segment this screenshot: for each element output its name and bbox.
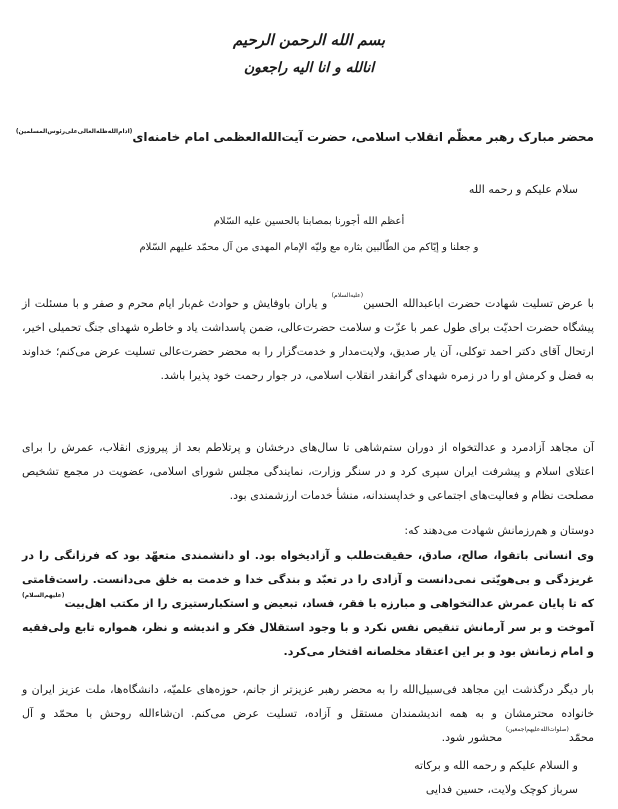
greeting: سلام علیکم و رحمه الله: [468, 183, 578, 196]
arabic-condolence-line-2: و جعلنا و إیّاکم من الطّالبین بثاره مع ولیّه الإمام المهدی من آل محمّد علیهم السّلام: [139, 242, 479, 253]
paragraph-condolence-rest: و یاران باوفایش و حوادث غم‌بار ایام محرم و صفر و با مسئلت از پیشگاه حضرت احدیّت برای طول عمر با عزّت و سلامت حضرت‌عالی، ضمن پاسداشت یاد و خاطره شهدای جنگ تحمیلی اخیر، ارتحال آقای دکتر احمد توکلی، آن یار صدیق، ولایت‌مدار و خدمت‌گزار را به محضر حضرت‌عالی تسلیت عرض می‌کنم؛ خداوند به فضل و کرمش او را در زمره شهدای گرانقدر انقلاب اسلامی، در جوار رحمت خود پذیرا باشد.: [22, 297, 594, 382]
addressee-line: [15, 128, 594, 146]
istirja-heading: انالله و انا الیه راجعون: [243, 60, 375, 76]
basmala-heading: بسم الله الرحمن الرحیم: [232, 31, 386, 49]
paragraph-final-condolence: [22, 678, 594, 750]
paragraph-final-rest: محشور شود.: [441, 731, 506, 744]
paragraph-final-honorific: (صلوات‌الله‌علیهم‌اجمعین): [505, 726, 569, 733]
paragraph-testimony-start: وی انسانی باتقوا، صالح، صادق، حقیقت‌طلب و آزادیخواه بود. او دانشمندی متعهّد بود که فرزانگی را در غریزدگی و بی‌هویّتی نمی‌دانست و آزادی را در تعبّد و بندگی خدا و خدمت به خلق می‌دانست. راست‌قامتی که تا پایان عمرش عدالتخواهی و مبارزه با فقر، فساد، تبعیض و استکبارستیزی را از مکتب اهل‌بیت: [22, 549, 594, 610]
paragraph-testimony-honorific: (علیهم‌السلام): [22, 592, 65, 599]
closing-salutation: و السلام علیکم و رحمه الله و برکاته: [414, 759, 578, 772]
addressee-text: محضر مبارک رهبر معظّم انقلاب اسلامی، حضرت آیت‌الله‌العظمی امام خامنه‌ای: [132, 130, 594, 144]
paragraph-final-start: بار دیگر درگذشت این مجاهد فی‌سبیل‌الله را به محضر رهبر عزیزتر از جانم، حوزه‌های علمیّه، دانشگاه‌ها، ملت عزیز ایران و خانواده محترمشان و به همه اندیشمندان مستقل و آزاده، تسلیت عرض می‌کنم. ان‌شاءالله روحش با محمّد و آل محمّد: [22, 683, 594, 744]
paragraph-condolence-honorific: (علیه‌السلام): [331, 292, 364, 299]
paragraph-testimony-rest: آموخت و بر سر آرمانش تنقیص نفس نکرد و با وجود استقلال فکر و اندیشه و نظر، همواره تابع ولی‌فقیه و امام زمانش بود و بر این اعتقاد مخلصانه افتخار می‌کرد.: [22, 621, 594, 658]
addressee-honorific: (ادام‌الله‌ظله‌العالی‌علی‌رئوس‌المسلمین): [15, 128, 133, 135]
paragraph-biography: آن مجاهد آزادمرد و عدالتخواه از دوران ستم‌شاهی تا سال‌های درخشان و پرتلاطم بعد از پیروزی انقلاب، عمرش را برای اعتلای اسلام و پیشرفت ایران سپری کرد و در سنگر وزارت، نمایندگی مجلس شورای اسلامی، عضویت در مجمع تشخیص مصلحت نظام و فعالیت‌های اجتماعی و خداپسندانه، منشأ خدمات ارزشمندی بود.: [22, 441, 594, 502]
paragraph-condolence-start: با عرض تسلیت شهادت حضرت اباعبدالله الحسین: [363, 297, 594, 310]
arabic-condolence-line-1: أعظم الله أجورنا بمصابنا بالحسین علیه السّلام: [213, 216, 405, 227]
paragraph-condolence: [22, 292, 594, 388]
witness-intro: دوستان و هم‌رزمانش شهادت می‌دهند که:: [404, 524, 594, 537]
paragraph-testimony: [22, 544, 594, 664]
signature: سرباز کوچک ولایت، حسین فدایی: [425, 783, 578, 796]
